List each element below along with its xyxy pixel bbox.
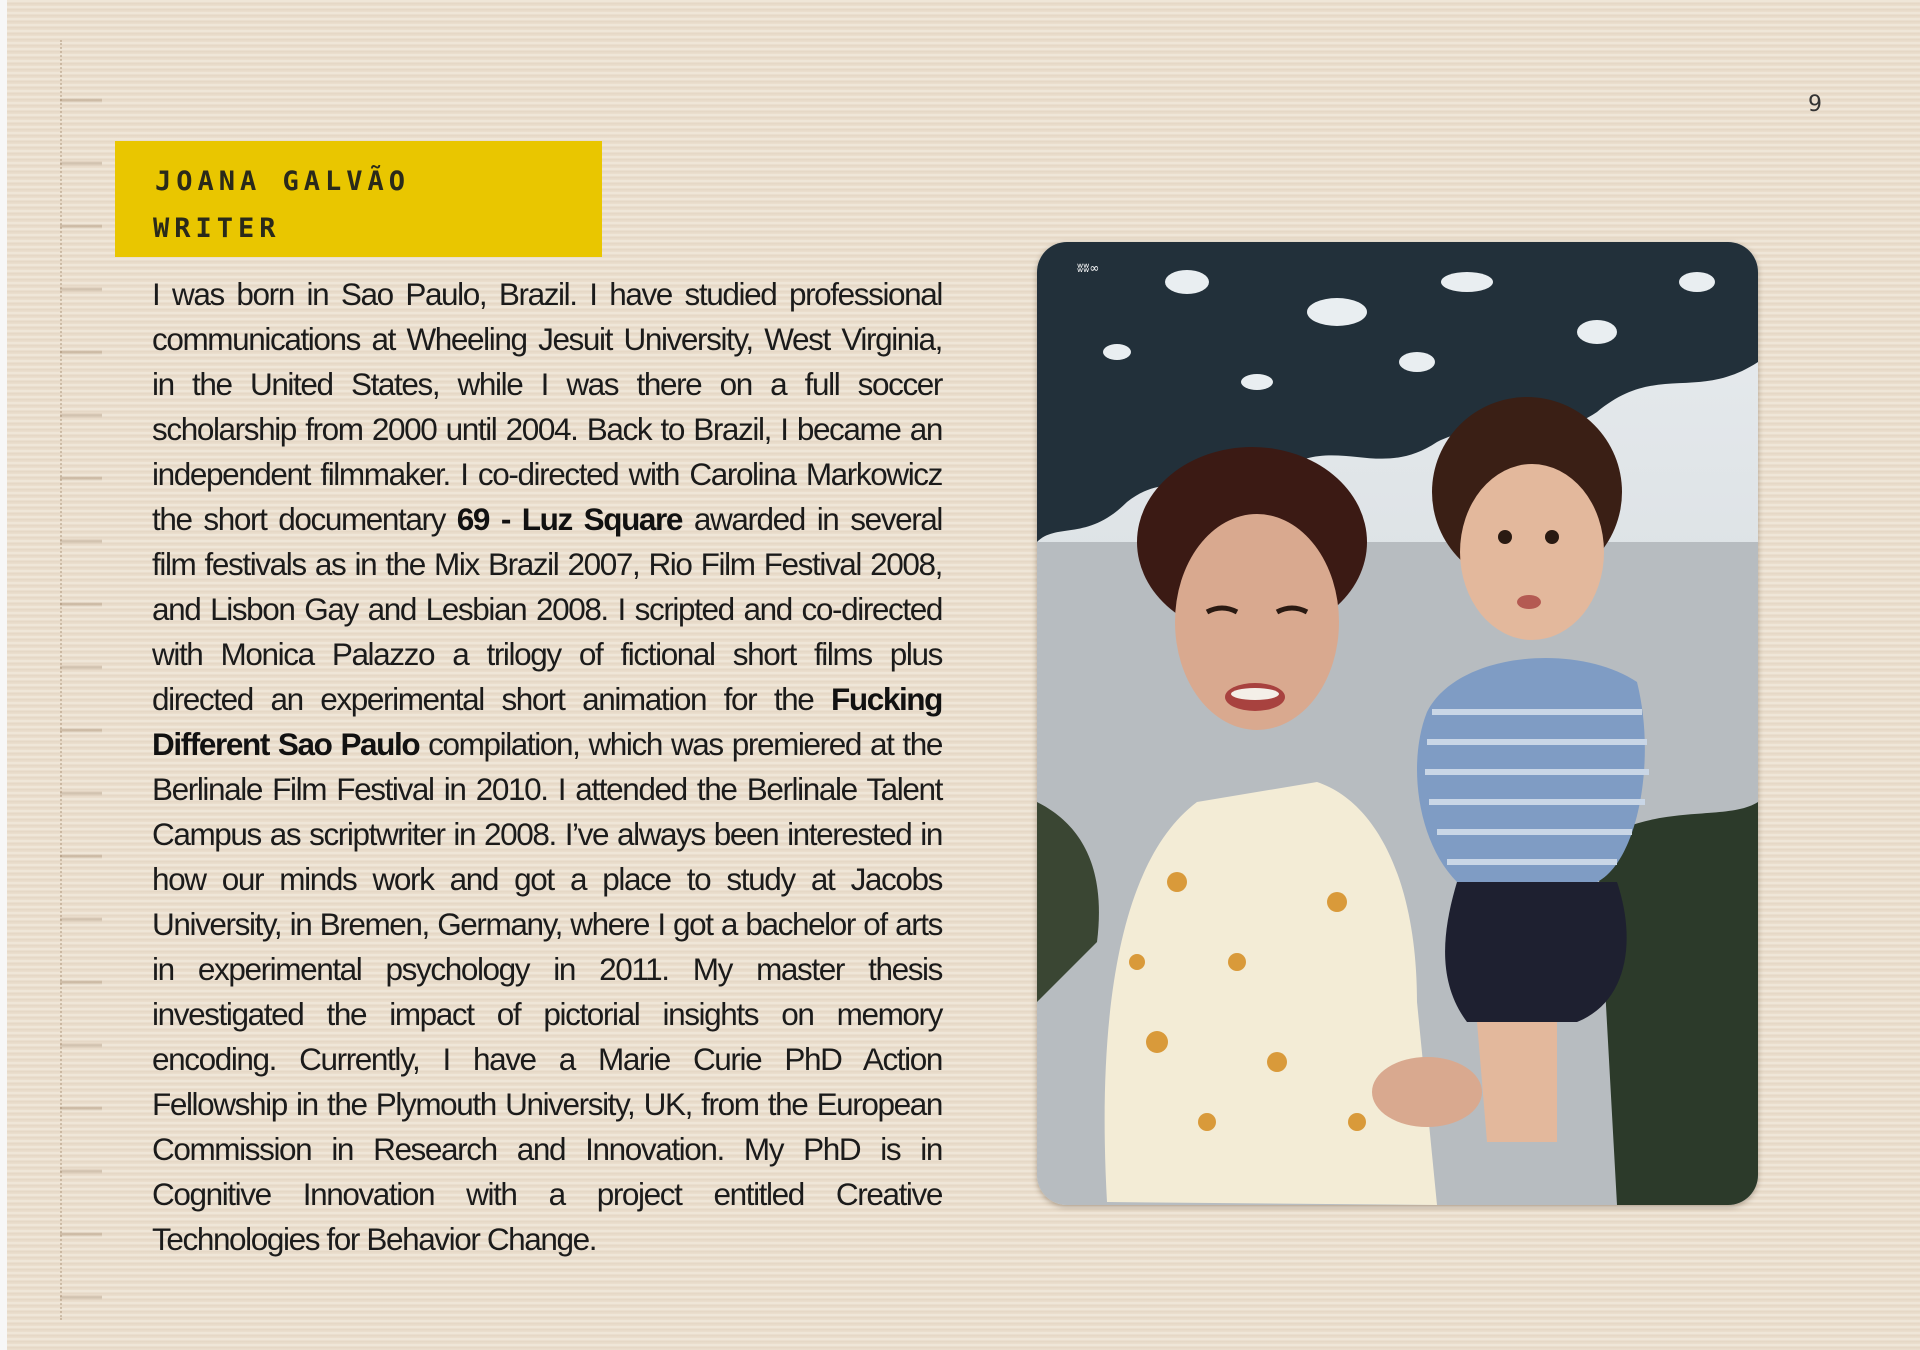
- page-number: 9: [1808, 92, 1822, 117]
- film-title-fucking-different: Fucking Different Sao Paulo: [152, 681, 942, 762]
- bio-text-part: awarded in several film festivals as in the Mix Brazil 2007, Rio Film Festival 2008, and Lisbon Gay and Lesbian 2008. I scripted and co-directed with Monica Palazzo a trilogy of fictional short films plus directed an experimental short animation for the: [152, 501, 942, 717]
- bio-text-part: I was born in Sao Paulo, Brazil. I have studied professional communications at Wheeling Jesuit University, West Virginia, in the United States, while I was there on a full soccer scholarship from 2000 until 2004. Back to Brazil, I became an independent filmmaker. I co-directed with Carolina Markowicz the short documentary: [152, 276, 942, 537]
- family-photo: [1037, 242, 1758, 1205]
- author-name: JOANA GALVÃO: [155, 166, 411, 197]
- bio-text-part: compilation, which was premiered at the Berlinale Film Festival in 2010. I attended the Berlinale Talent Campus as scriptwriter in 2008. I’ve always been interested in how our minds work and got a place to study at Jacobs University, in Bremen, Germany, where I got a bachelor of arts in experimental psychology in 2011. My master thesis investigated the impact of pictorial insights on memory encoding. Currently, I have a Marie Curie PhD Action Fellowship in the Plymouth University, UK, from the European Commission in Research and Innovation. My PhD is in Cognitive Innovation with a project entitled Creative Technologies for Behavior Change.: [152, 726, 942, 1257]
- name-label-box: [115, 141, 602, 257]
- binding-stitches: [60, 40, 102, 1320]
- photo-corner-mark: ʬʬ∞: [1077, 261, 1100, 275]
- author-role: WRITER: [153, 213, 281, 244]
- biography-text: [152, 272, 942, 1262]
- film-title-luz-square: 69 - Luz Square: [456, 501, 683, 537]
- page-edge: [0, 0, 7, 1350]
